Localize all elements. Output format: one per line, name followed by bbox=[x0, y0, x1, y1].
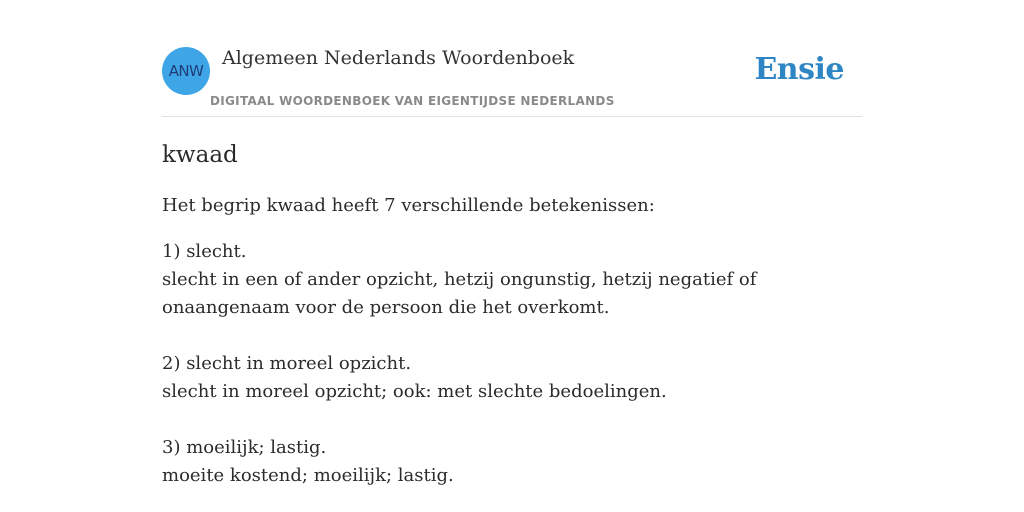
meaning-item bbox=[162, 434, 862, 490]
meaning-item bbox=[162, 350, 862, 406]
site-title[interactable]: Algemeen Nederlands Woordenboek bbox=[222, 47, 575, 69]
entry-word: kwaad bbox=[162, 142, 238, 168]
ensie-logo-link[interactable]: Ensie bbox=[754, 52, 844, 87]
meaning-definition: moeite kostend; moeilijk; lastig. bbox=[162, 465, 454, 486]
meaning-heading: 1) slecht. bbox=[162, 241, 247, 262]
meanings-list bbox=[162, 238, 862, 490]
meaning-heading: 3) moeilijk; lastig. bbox=[162, 437, 327, 458]
entry-intro: Het begrip kwaad heeft 7 verschillende betekenissen: bbox=[162, 195, 655, 216]
site-subtitle: DIGITAAL WOORDENBOEK VAN EIGENTIJDSE NEDERLANDS bbox=[210, 94, 615, 108]
site-header bbox=[162, 46, 862, 117]
meaning-definition: slecht in moreel opzicht; ook: met slechte bedoelingen. bbox=[162, 381, 667, 402]
meaning-heading: 2) slecht in moreel opzicht. bbox=[162, 353, 412, 374]
anw-logo[interactable]: ANW bbox=[162, 47, 210, 95]
meaning-definition: slecht in een of ander opzicht, hetzij ongunstig, hetzij negatief of onaangenaam voor de persoon die het overkomt. bbox=[162, 269, 757, 318]
meaning-item bbox=[162, 238, 862, 322]
entry-content bbox=[162, 140, 862, 512]
